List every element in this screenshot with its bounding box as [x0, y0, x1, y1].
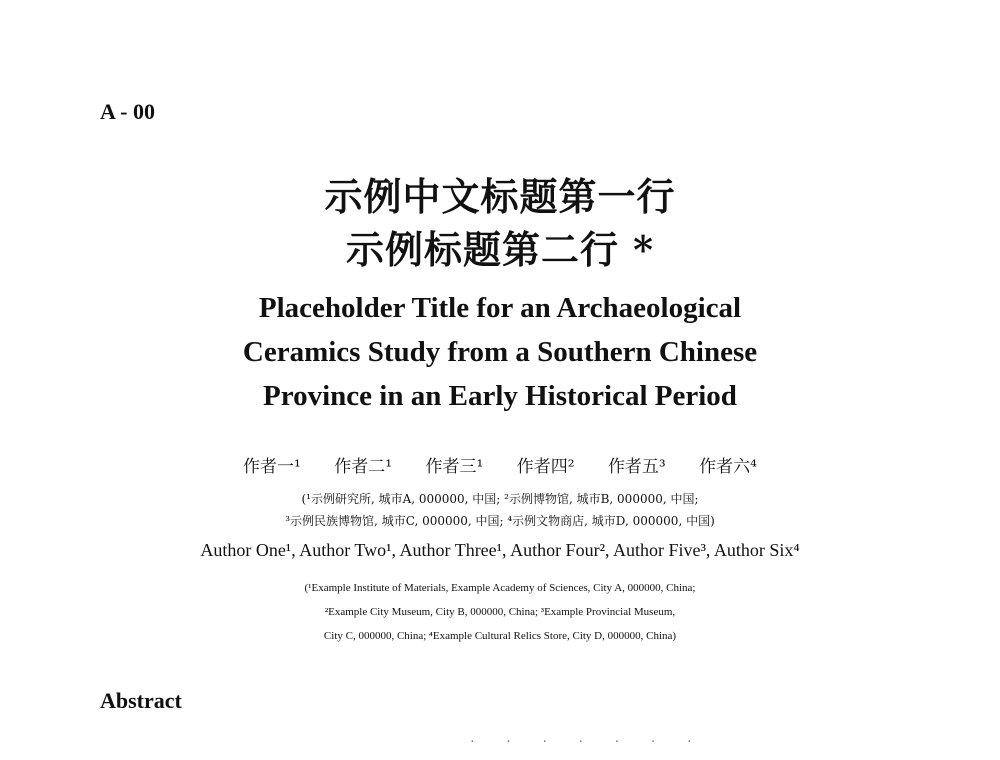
english-affiliation-line-3: City C, 000000, China; ⁴Example Cultural Relics Store, City D, 000000, China): [323, 630, 677, 642]
chinese-affiliation-line-1: (¹示例研究所, 城市A, 000000, 中国; ²示例博物馆, 城市B, 000000, 中国;: [301, 492, 699, 506]
chinese-affiliation-line-2: ³示例民族博物馆, 城市C, 000000, 中国; ⁴示例文物商店, 城市D, 000000, 中国): [285, 514, 715, 528]
english-affiliations: [0, 576, 1000, 648]
english-author-list: Author One¹, Author Two¹, Author Three¹, Author Four², Author Five³, Author Six⁴: [200, 540, 800, 560]
chinese-author: 作者五³: [607, 457, 666, 477]
abstract-heading: Abstract: [100, 688, 182, 713]
english-affiliation-line-2: ²Example City Museum, City B, 000000, China; ³Example Provincial Museum,: [324, 606, 676, 618]
english-title-line-2: Ceramics Study from a Southern Chinese: [242, 336, 758, 368]
paper-code: A - 00: [100, 99, 155, 124]
chinese-author: 作者二¹: [334, 457, 393, 477]
chinese-title-line-2: 示例标题第二行 *: [345, 227, 655, 272]
chinese-author: 作者一¹: [243, 457, 301, 477]
english-title-line-3: Province in an Early Historical Period: [263, 380, 737, 412]
english-affiliation-line-1: (¹Example Institute of Materials, Example Academy of Sciences, City A, 000000, China;: [304, 582, 696, 594]
chinese-author: 作者六⁴: [699, 457, 757, 477]
trailing-marks: · · · · · · ·: [470, 735, 706, 750]
chinese-author-list: [0, 452, 1000, 477]
chinese-author: 作者四²: [516, 457, 575, 477]
english-title-line-1: Placeholder Title for an Archaeological: [258, 292, 742, 324]
chinese-title-line-1: 示例中文标题第一行: [324, 174, 676, 219]
english-title: [0, 286, 1000, 418]
chinese-author: 作者三¹: [425, 457, 484, 477]
chinese-affiliations: [0, 488, 1000, 532]
